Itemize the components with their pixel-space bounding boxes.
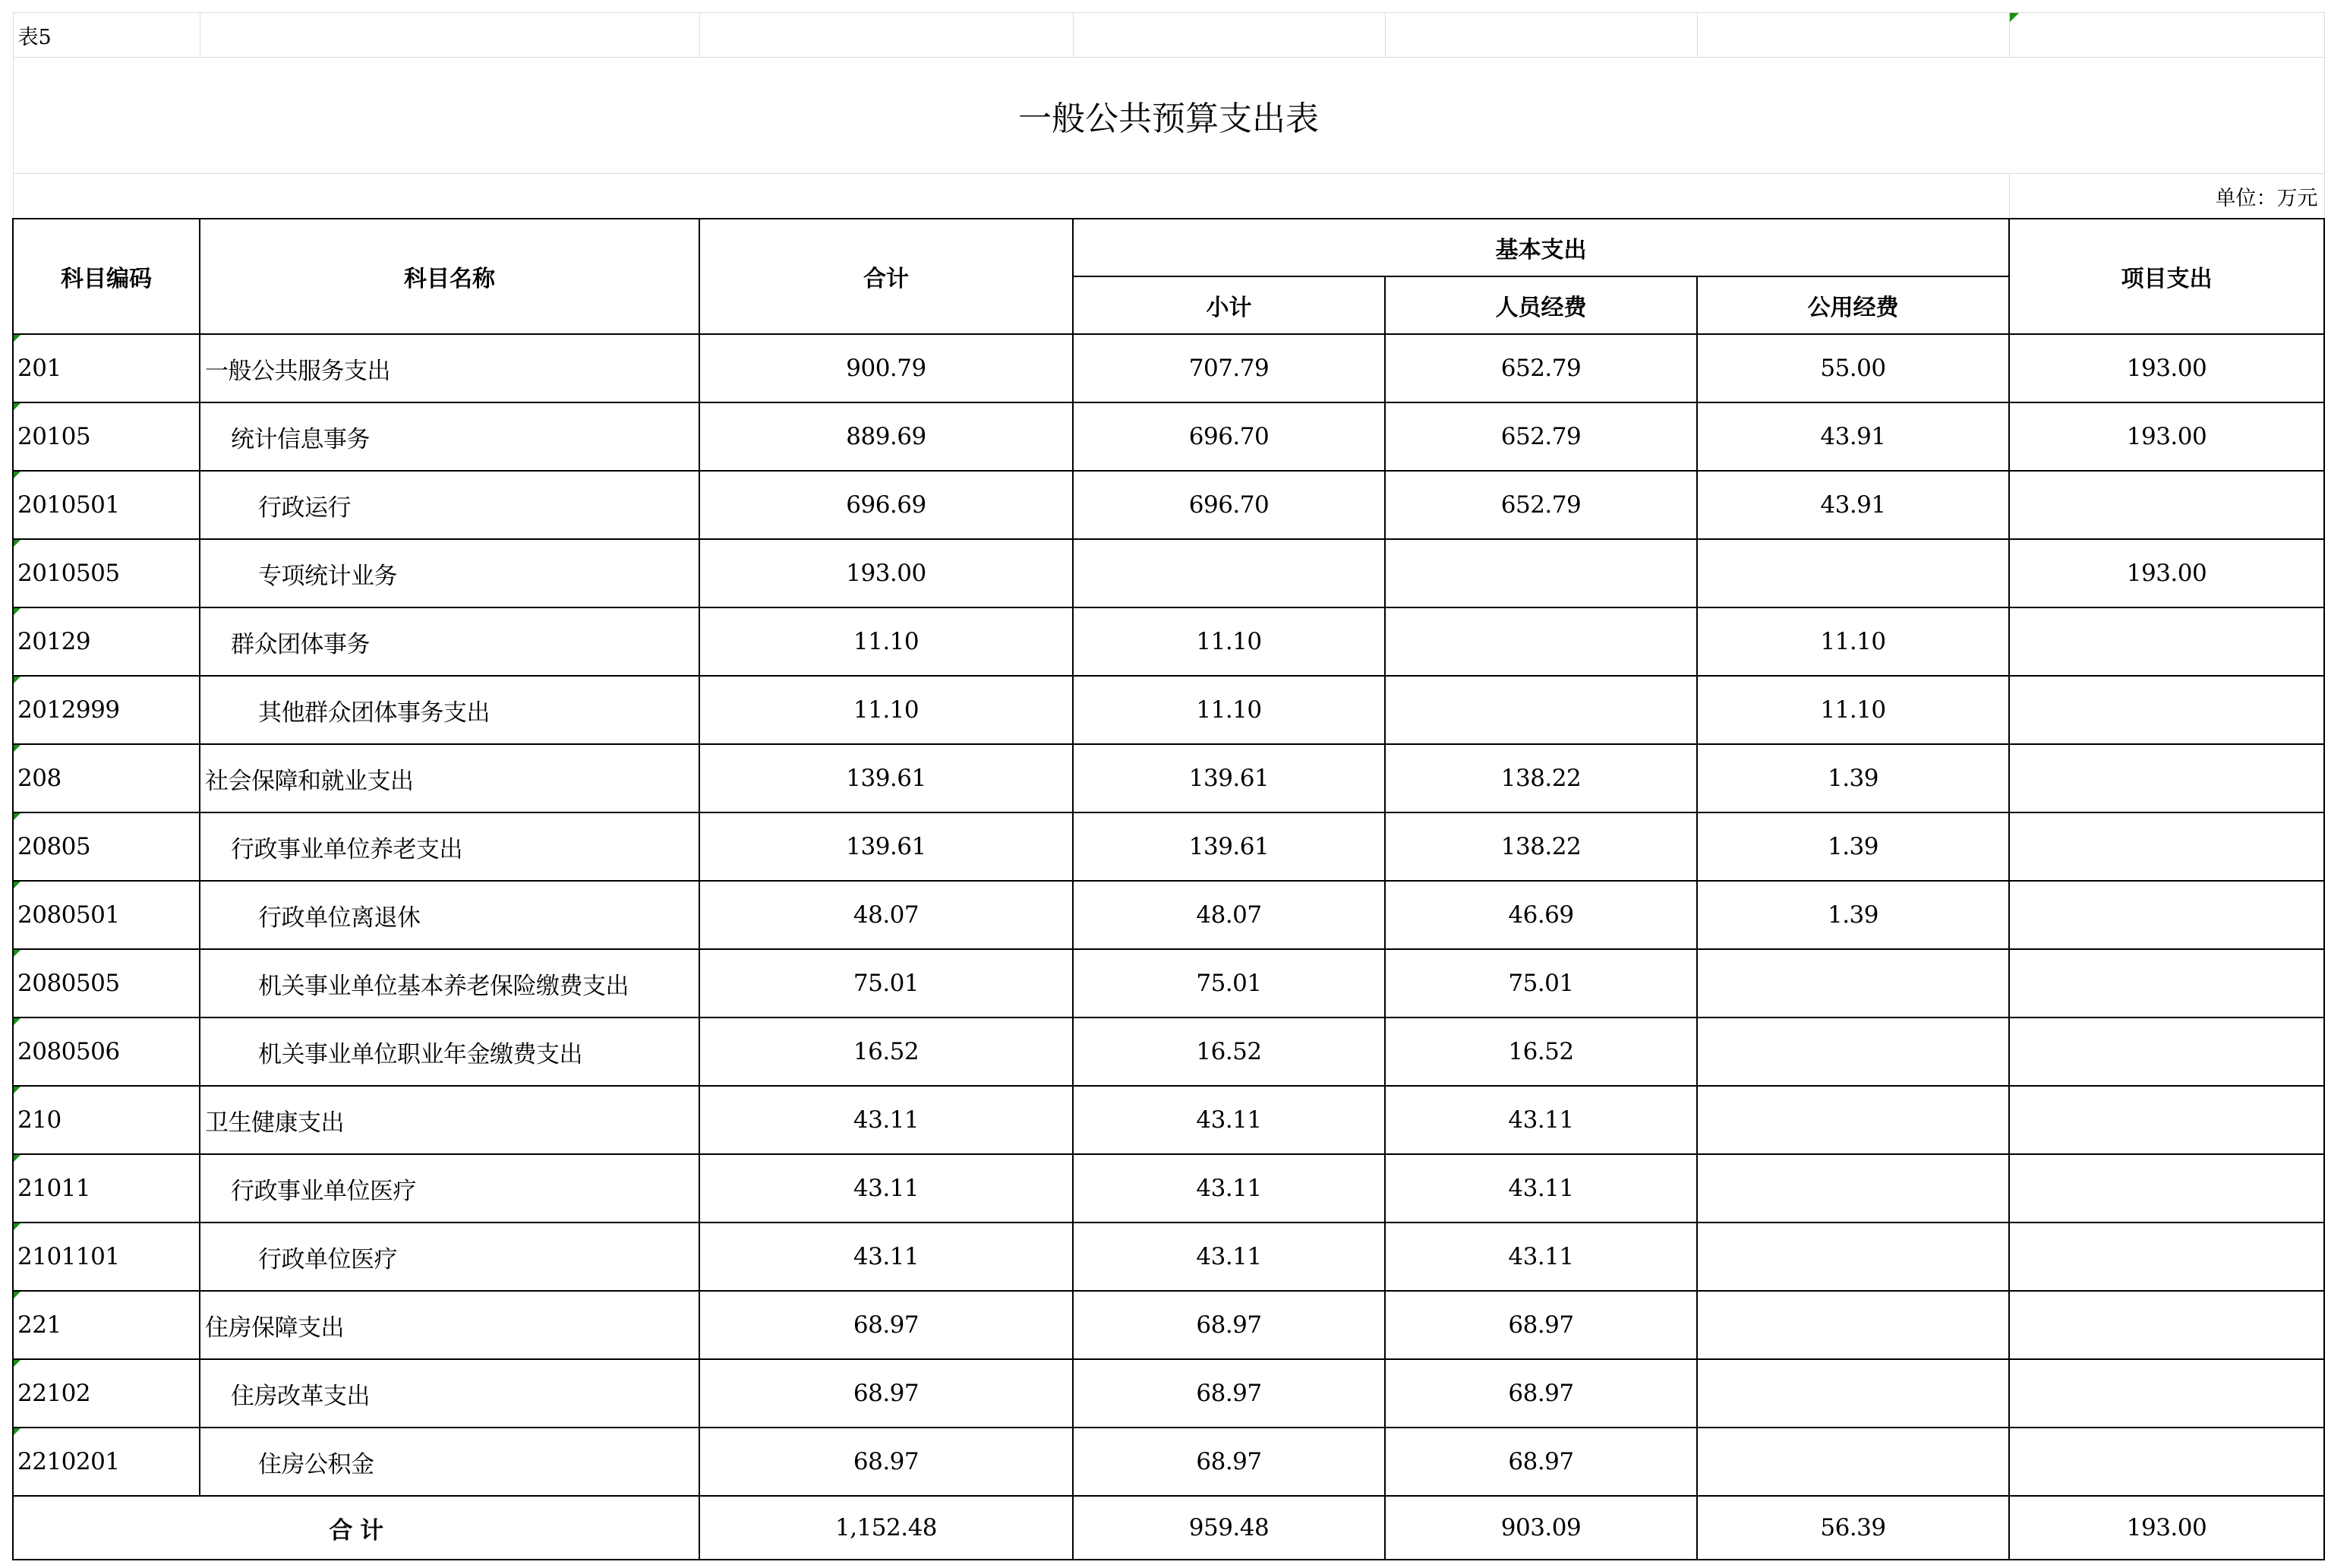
- cell-public: [1697, 1017, 2009, 1086]
- cell-personnel: 43.11: [1385, 1154, 1697, 1223]
- cell-personnel: 43.11: [1385, 1086, 1697, 1154]
- cell-personnel: 68.97: [1385, 1291, 1697, 1359]
- text-number-marker-icon: [14, 1428, 21, 1435]
- text-number-marker-icon: [14, 1018, 21, 1025]
- table-row: [13, 1086, 2324, 1154]
- cell-public: [1697, 1086, 2009, 1154]
- subject-name: 行政运行: [200, 471, 699, 539]
- header-public: 公用经费: [1697, 276, 2009, 334]
- text-number-marker-icon: [14, 1155, 21, 1162]
- header-personnel: 人员经费: [1385, 276, 1697, 334]
- table-row: [13, 949, 2324, 1017]
- cell-project: [2009, 1223, 2324, 1291]
- text-number-marker-icon: [14, 950, 21, 957]
- text-number-marker-icon: [14, 1292, 21, 1298]
- cell-project: [2009, 1359, 2324, 1428]
- cell-subtotal: 696.70: [1073, 402, 1385, 471]
- total-total: 1,152.48: [699, 1496, 1073, 1560]
- subject-code: 21011: [13, 1154, 200, 1223]
- table-row: [13, 402, 2324, 471]
- totals-row: [13, 1496, 2324, 1560]
- header-subtotal: 小计: [1073, 276, 1385, 334]
- cell-personnel: [1385, 676, 1697, 744]
- cell-total: 900.79: [699, 334, 1073, 402]
- cell-subtotal: 696.70: [1073, 471, 1385, 539]
- subject-name: 行政单位医疗: [200, 1223, 699, 1291]
- cell-personnel: 68.97: [1385, 1428, 1697, 1496]
- unit-label: 单位：万元: [2009, 174, 2324, 219]
- table-row: [13, 607, 2324, 676]
- cell-subtotal: 68.97: [1073, 1428, 1385, 1496]
- cell-personnel: 68.97: [1385, 1359, 1697, 1428]
- text-number-marker-icon: [14, 608, 21, 615]
- subject-name: 群众团体事务: [200, 607, 699, 676]
- cell-total: 48.07: [699, 881, 1073, 949]
- cell-project: [2009, 1086, 2324, 1154]
- text-number-marker-icon: [14, 1087, 21, 1093]
- subject-name: 其他群众团体事务支出: [200, 676, 699, 744]
- subject-name: 专项统计业务: [200, 539, 699, 607]
- subject-code: 20129: [13, 607, 200, 676]
- table-row: [13, 334, 2324, 402]
- cell-personnel: 138.22: [1385, 812, 1697, 881]
- subject-name: 一般公共服务支出: [200, 334, 699, 402]
- header-name: 科目名称: [200, 219, 699, 334]
- cell-subtotal: 75.01: [1073, 949, 1385, 1017]
- cell-personnel: 43.11: [1385, 1223, 1697, 1291]
- cell-personnel: 652.79: [1385, 471, 1697, 539]
- cell-total: 68.97: [699, 1359, 1073, 1428]
- cell-total: 43.11: [699, 1223, 1073, 1291]
- text-number-marker-icon: [14, 540, 21, 547]
- cell-project: [2009, 949, 2324, 1017]
- table-row: [13, 676, 2324, 744]
- cell-total: 139.61: [699, 812, 1073, 881]
- cell-public: [1697, 1223, 2009, 1291]
- subject-code: 2080506: [13, 1017, 200, 1086]
- cell-personnel: 652.79: [1385, 334, 1697, 402]
- cell-personnel: [1385, 607, 1697, 676]
- budget-table: [12, 12, 2325, 1560]
- cell-subtotal: 11.10: [1073, 676, 1385, 744]
- table-row: [13, 1017, 2324, 1086]
- page-title: 一般公共预算支出表: [13, 58, 2324, 174]
- cell-personnel: 46.69: [1385, 881, 1697, 949]
- cell-project: [2009, 1017, 2324, 1086]
- table-row: [13, 471, 2324, 539]
- cell-subtotal: 707.79: [1073, 334, 1385, 402]
- cell-subtotal: 139.61: [1073, 812, 1385, 881]
- cell-subtotal: 68.97: [1073, 1291, 1385, 1359]
- cell-public: [1697, 1428, 2009, 1496]
- cell-public: [1697, 1359, 2009, 1428]
- cell-total: 11.10: [699, 607, 1073, 676]
- subject-name: 机关事业单位职业年金缴费支出: [200, 1017, 699, 1086]
- cell-subtotal: 48.07: [1073, 881, 1385, 949]
- cell-project: 193.00: [2009, 539, 2324, 607]
- subject-name: 社会保障和就业支出: [200, 744, 699, 812]
- table-row: [13, 539, 2324, 607]
- cell-project: [2009, 471, 2324, 539]
- table-row: [13, 1154, 2324, 1223]
- subject-code: 2210201: [13, 1428, 200, 1496]
- total-personnel: 903.09: [1385, 1496, 1697, 1560]
- cell-public: 1.39: [1697, 881, 2009, 949]
- text-number-marker-icon: [14, 745, 21, 752]
- table-row: [13, 812, 2324, 881]
- table-row: [13, 881, 2324, 949]
- cell-total: 75.01: [699, 949, 1073, 1017]
- cell-total: 68.97: [699, 1291, 1073, 1359]
- table-row: [13, 1359, 2324, 1428]
- cell-subtotal: 43.11: [1073, 1154, 1385, 1223]
- cell-project: [2009, 676, 2324, 744]
- cell-subtotal: [1073, 539, 1385, 607]
- cell-total: 11.10: [699, 676, 1073, 744]
- spreadsheet: [12, 12, 2325, 1560]
- cell-personnel: 16.52: [1385, 1017, 1697, 1086]
- subject-code: 2012999: [13, 676, 200, 744]
- total-subtotal: 959.48: [1073, 1496, 1385, 1560]
- cell-personnel: 652.79: [1385, 402, 1697, 471]
- cell-project: [2009, 744, 2324, 812]
- subject-code: 2080505: [13, 949, 200, 1017]
- cell-public: [1697, 1154, 2009, 1223]
- cell-public: 1.39: [1697, 744, 2009, 812]
- subject-name: 住房保障支出: [200, 1291, 699, 1359]
- header-project: 项目支出: [2009, 219, 2324, 334]
- subject-name: 行政事业单位养老支出: [200, 812, 699, 881]
- table-row: [13, 1223, 2324, 1291]
- subject-code: 20105: [13, 402, 200, 471]
- subject-code: 208: [13, 744, 200, 812]
- cell-subtotal: 43.11: [1073, 1086, 1385, 1154]
- cell-public: 43.91: [1697, 402, 2009, 471]
- cell-public: [1697, 1291, 2009, 1359]
- cell-subtotal: 11.10: [1073, 607, 1385, 676]
- subject-code: 2010501: [13, 471, 200, 539]
- cell-subtotal: 139.61: [1073, 744, 1385, 812]
- table-row: [13, 1428, 2324, 1496]
- subject-code: 221: [13, 1291, 200, 1359]
- header-total: 合计: [699, 219, 1073, 334]
- sheet-label: 表5: [13, 13, 200, 58]
- cell-public: [1697, 539, 2009, 607]
- cell-project: [2009, 1154, 2324, 1223]
- text-number-marker-icon: [14, 813, 21, 820]
- subject-code: 22102: [13, 1359, 200, 1428]
- cell-public: 11.10: [1697, 607, 2009, 676]
- cell-personnel: 138.22: [1385, 744, 1697, 812]
- text-number-marker-icon: [14, 403, 21, 410]
- cell-project: [2009, 881, 2324, 949]
- cell-subtotal: 68.97: [1073, 1359, 1385, 1428]
- cell-personnel: 75.01: [1385, 949, 1697, 1017]
- cell-project: [2009, 1291, 2324, 1359]
- subject-code: 2010505: [13, 539, 200, 607]
- cell-total: 889.69: [699, 402, 1073, 471]
- text-number-marker-icon: [14, 1223, 21, 1230]
- subject-name: 住房公积金: [200, 1428, 699, 1496]
- subject-name: 行政事业单位医疗: [200, 1154, 699, 1223]
- cell-public: 43.91: [1697, 471, 2009, 539]
- subject-code: 201: [13, 334, 200, 402]
- totals-label: 合 计: [13, 1496, 699, 1560]
- cell-total: 193.00: [699, 539, 1073, 607]
- header-basic: 基本支出: [1073, 219, 2009, 276]
- cell-public: [1697, 949, 2009, 1017]
- subject-code: 210: [13, 1086, 200, 1154]
- subject-name: 机关事业单位基本养老保险缴费支出: [200, 949, 699, 1017]
- subject-name: 卫生健康支出: [200, 1086, 699, 1154]
- cell-total: 16.52: [699, 1017, 1073, 1086]
- cell-project: [2009, 1428, 2324, 1496]
- total-public: 56.39: [1697, 1496, 2009, 1560]
- cell-total: 68.97: [699, 1428, 1073, 1496]
- text-number-marker-icon: [14, 1360, 21, 1367]
- subject-name: 行政单位离退休: [200, 881, 699, 949]
- cell-total: 139.61: [699, 744, 1073, 812]
- text-number-marker-icon: [14, 335, 21, 342]
- cell-personnel: [1385, 539, 1697, 607]
- cell-total: 43.11: [699, 1086, 1073, 1154]
- cell-project: [2009, 812, 2324, 881]
- cell-project: 193.00: [2009, 334, 2324, 402]
- table-row: [13, 744, 2324, 812]
- cell-subtotal: 16.52: [1073, 1017, 1385, 1086]
- cell-project: [2009, 607, 2324, 676]
- subject-name: 住房改革支出: [200, 1359, 699, 1428]
- cell-project: 193.00: [2009, 402, 2324, 471]
- header-code: 科目编码: [13, 219, 200, 334]
- subject-code: 2080501: [13, 881, 200, 949]
- text-number-marker-icon: [14, 472, 21, 478]
- total-project: 193.00: [2009, 1496, 2324, 1560]
- subject-code: 2101101: [13, 1223, 200, 1291]
- table-row: [13, 1291, 2324, 1359]
- subject-code: 20805: [13, 812, 200, 881]
- text-number-marker-icon: [14, 677, 21, 683]
- cell-public: 55.00: [1697, 334, 2009, 402]
- cell-public: 11.10: [1697, 676, 2009, 744]
- text-number-marker-icon: [14, 882, 21, 888]
- cell-total: 43.11: [699, 1154, 1073, 1223]
- comment-marker-icon: [2010, 13, 2019, 22]
- cell-public: 1.39: [1697, 812, 2009, 881]
- cell-subtotal: 43.11: [1073, 1223, 1385, 1291]
- cell-total: 696.69: [699, 471, 1073, 539]
- subject-name: 统计信息事务: [200, 402, 699, 471]
